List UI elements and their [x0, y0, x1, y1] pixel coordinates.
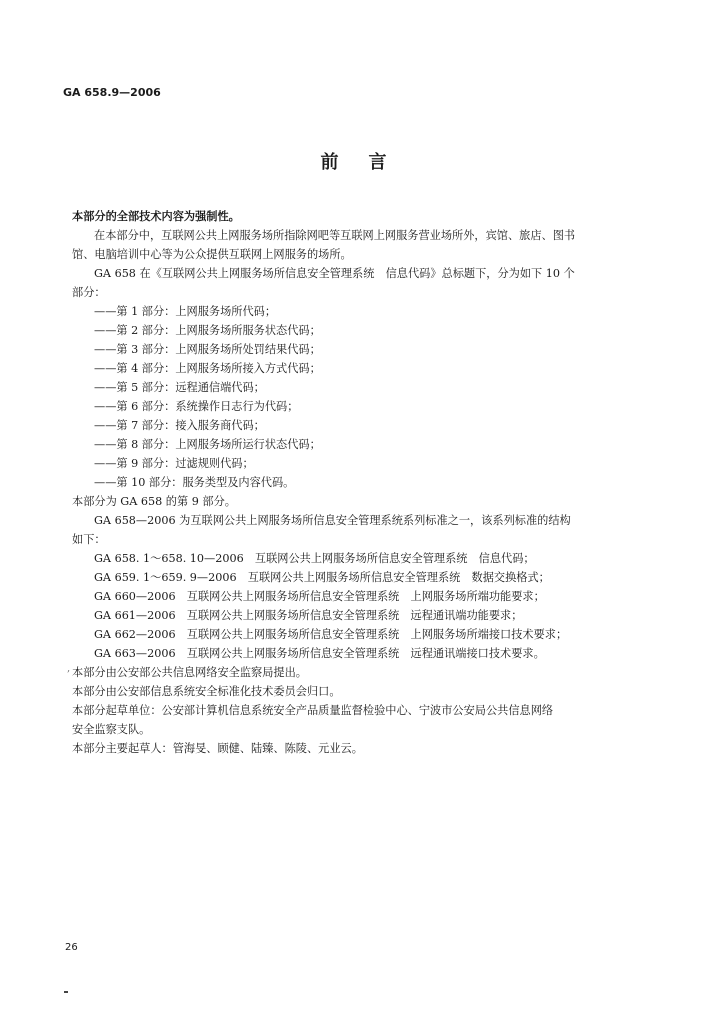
structure-paragraph-line-2: 如下：	[72, 533, 106, 546]
parts-list	[94, 302, 639, 492]
main-drafters: 本部分主要起草人：管海旻、顾健、陆臻、陈陵、元业云。	[72, 742, 363, 755]
list-item: ——第 9 部分：过滤规则代码；	[94, 457, 254, 470]
scope-paragraph-line-2: 馆、电脑培训中心等为公众提供互联网上网服务的场所。	[72, 248, 352, 261]
margin-mark: ,	[67, 663, 71, 674]
page-title: 前言	[320, 152, 417, 173]
list-item: ——第 3 部分：上网服务场所处罚结果代码；	[94, 343, 321, 356]
standard-code: GA 658.9—2006	[63, 86, 161, 99]
series-paragraph-line-1: GA 658 在《互联网公共上网服务场所信息安全管理系统 信息代码》总标题下，分为如下 10 个	[94, 267, 575, 280]
structure-paragraph-line-1: GA 658—2006 为互联网公共上网服务场所信息安全管理系统系列标准之一，该系列标准的结构	[94, 514, 571, 527]
drafting-units-line-1: 本部分起草单位：公安部计算机信息系统安全产品质量监督检验中心、宁波市公安局公共信息网络	[72, 704, 554, 717]
series-paragraph-line-2: 部分：	[72, 286, 106, 299]
list-item: ——第 5 部分：远程通信端代码；	[94, 381, 265, 394]
list-item: GA 661—2006 互联网公共上网服务场所信息安全管理系统 远程通讯端功能要求；	[94, 609, 523, 622]
list-item: GA 659. 1～659. 9—2006 互联网公共上网服务场所信息安全管理系统 数据交换格式；	[94, 571, 550, 584]
page-number: 26	[65, 942, 78, 953]
list-item: GA 658. 1～658. 10—2006 互联网公共上网服务场所信息安全管理系统 信息代码；	[94, 552, 535, 565]
list-item: GA 662—2006 互联网公共上网服务场所信息安全管理系统 上网服务场所端接口技术要求；	[94, 628, 568, 641]
standards-list	[94, 549, 639, 663]
scope-paragraph-line-1: 在本部分中，互联网公共上网服务场所指除网吧等互联网上网服务营业场所外，宾馆、旅店、图书	[94, 229, 576, 242]
centralized-by: 本部分由公安部信息系统安全标准化技术委员会归口。	[72, 685, 341, 698]
list-item: ——第 6 部分：系统操作日志行为代码；	[94, 400, 299, 413]
proposed-by: 本部分由公安部公共信息网络安全监察局提出。	[72, 666, 307, 679]
drafting-units-line-2: 安全监察支队。	[72, 723, 151, 736]
document-body	[72, 207, 639, 758]
list-item: ——第 2 部分：上网服务场所服务状态代码；	[94, 324, 321, 337]
this-part-statement: 本部分为 GA 658 的第 9 部分。	[72, 495, 236, 508]
mandatory-statement: 本部分的全部技术内容为强制性。	[72, 209, 240, 223]
list-item: ——第 10 部分：服务类型及内容代码。	[94, 476, 295, 489]
list-item: GA 663—2006 互联网公共上网服务场所信息安全管理系统 远程通讯端接口技术要求。	[94, 647, 545, 660]
list-item: ——第 8 部分：上网服务场所运行状态代码；	[94, 438, 321, 451]
list-item: ——第 7 部分：接入服务商代码；	[94, 419, 265, 432]
list-item: ——第 1 部分：上网服务场所代码；	[94, 305, 277, 318]
list-item: ——第 4 部分：上网服务场所接入方式代码；	[94, 362, 321, 375]
scan-speck	[64, 991, 68, 993]
list-item: GA 660—2006 互联网公共上网服务场所信息安全管理系统 上网服务场所端功能要求；	[94, 590, 545, 603]
